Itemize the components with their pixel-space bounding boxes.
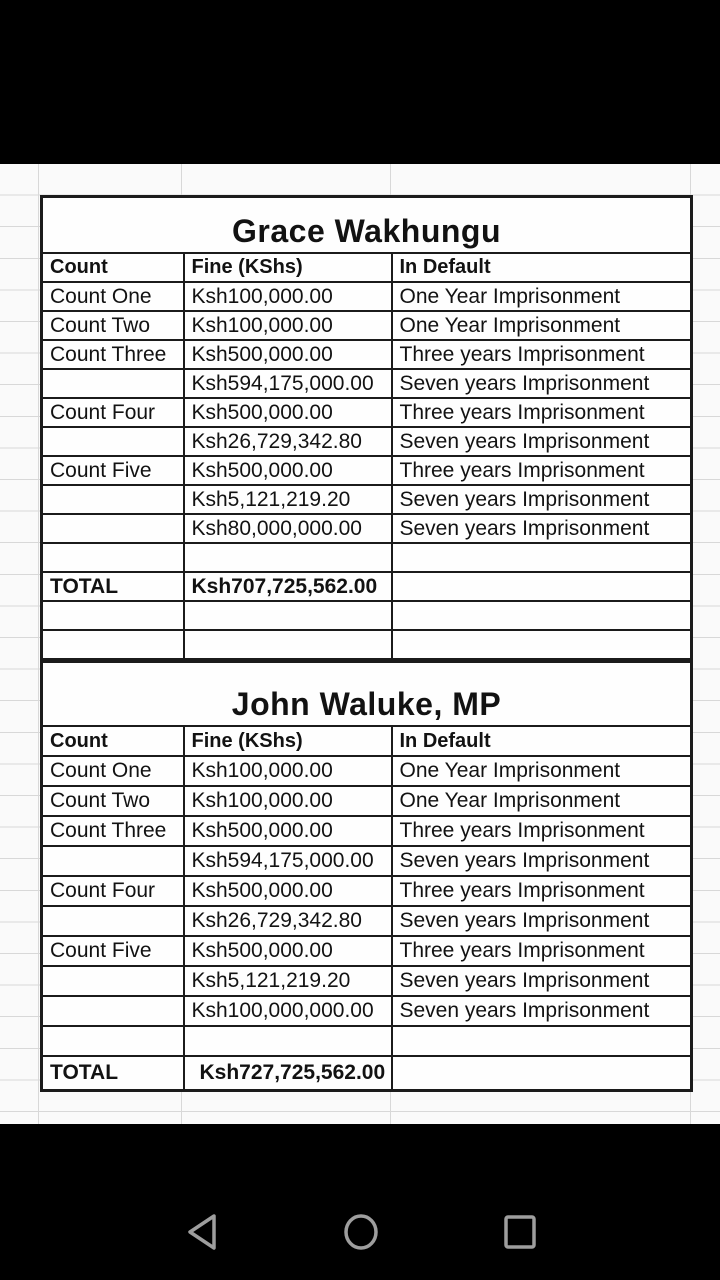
home-button[interactable] bbox=[344, 1214, 378, 1250]
cell-fine: Ksh100,000.00 bbox=[184, 756, 392, 786]
cell-in_default bbox=[392, 543, 692, 572]
cell-count bbox=[42, 601, 184, 630]
table-row bbox=[42, 427, 692, 456]
cell-in_default: Seven years Imprisonment bbox=[392, 846, 692, 876]
cell-count bbox=[42, 427, 184, 456]
table-row bbox=[42, 543, 692, 572]
table-row bbox=[42, 786, 692, 816]
cell-count bbox=[42, 846, 184, 876]
cell-count bbox=[42, 1026, 184, 1056]
recents-square-icon bbox=[504, 1236, 536, 1253]
cell-fine: Ksh500,000.00 bbox=[184, 936, 392, 966]
table-header-row bbox=[42, 726, 692, 756]
cell-fine: Ksh594,175,000.00 bbox=[184, 369, 392, 398]
table-row bbox=[42, 1026, 692, 1056]
recents-button[interactable] bbox=[504, 1215, 536, 1249]
cell-fine: Ksh500,000.00 bbox=[184, 340, 392, 369]
cell-count bbox=[42, 369, 184, 398]
table-row bbox=[42, 996, 692, 1026]
cell-count: Count Three bbox=[42, 340, 184, 369]
cell-in_default: Seven years Imprisonment bbox=[392, 906, 692, 936]
table-row bbox=[42, 816, 692, 846]
cell-in_default: Three years Imprisonment bbox=[392, 816, 692, 846]
column-header-in-default: In Default bbox=[392, 726, 692, 756]
cell-count bbox=[42, 543, 184, 572]
cell-fine: Ksh80,000,000.00 bbox=[184, 514, 392, 543]
column-header-in-default: In Default bbox=[392, 253, 692, 282]
cell-in_default: One Year Imprisonment bbox=[392, 786, 692, 816]
cell-in_default: Seven years Imprisonment bbox=[392, 996, 692, 1026]
cell-in_default: One Year Imprisonment bbox=[392, 756, 692, 786]
cell-in_default bbox=[392, 1056, 692, 1091]
cell-in_default bbox=[392, 601, 692, 630]
cell-in_default: Three years Imprisonment bbox=[392, 936, 692, 966]
cell-fine: Ksh707,725,562.00 bbox=[184, 572, 392, 601]
cell-in_default: Three years Imprisonment bbox=[392, 876, 692, 906]
column-header-fine: Fine (KShs) bbox=[184, 253, 392, 282]
table-row bbox=[42, 340, 692, 369]
cell-fine: Ksh500,000.00 bbox=[184, 456, 392, 485]
cell-in_default bbox=[392, 630, 692, 660]
cell-count bbox=[42, 996, 184, 1026]
cell-fine: Ksh500,000.00 bbox=[184, 816, 392, 846]
table-row bbox=[42, 936, 692, 966]
table-title: Grace Wakhungu bbox=[42, 197, 692, 254]
cell-count: Count Four bbox=[42, 398, 184, 427]
cell-in_default: One Year Imprisonment bbox=[392, 311, 692, 340]
cell-fine: Ksh594,175,000.00 bbox=[184, 846, 392, 876]
cell-in_default: One Year Imprisonment bbox=[392, 282, 692, 311]
table-row bbox=[42, 966, 692, 996]
column-header-count: Count bbox=[42, 726, 184, 756]
table-row bbox=[42, 876, 692, 906]
fine-table-john-waluke bbox=[40, 660, 693, 1092]
cell-in_default: Seven years Imprisonment bbox=[392, 514, 692, 543]
cell-count: Count Five bbox=[42, 936, 184, 966]
fine-table-grace-wakhungu bbox=[40, 195, 693, 661]
cell-fine: Ksh500,000.00 bbox=[184, 876, 392, 906]
table-row bbox=[42, 514, 692, 543]
cell-in_default: Three years Imprisonment bbox=[392, 340, 692, 369]
table-row bbox=[42, 572, 692, 601]
table-row bbox=[42, 1056, 692, 1091]
cell-count: Count Five bbox=[42, 456, 184, 485]
cell-count: Count Three bbox=[42, 816, 184, 846]
table-row bbox=[42, 398, 692, 427]
cell-fine: Ksh5,121,219.20 bbox=[184, 485, 392, 514]
cell-fine: Ksh100,000.00 bbox=[184, 282, 392, 311]
table-row bbox=[42, 485, 692, 514]
cell-fine: Ksh26,729,342.80 bbox=[184, 427, 392, 456]
table-row bbox=[42, 456, 692, 485]
cell-count: Count Four bbox=[42, 876, 184, 906]
table-header-row bbox=[42, 253, 692, 282]
column-header-fine: Fine (KShs) bbox=[184, 726, 392, 756]
table-row bbox=[42, 630, 692, 660]
cell-fine: Ksh100,000.00 bbox=[184, 311, 392, 340]
table-title-row bbox=[42, 662, 692, 727]
cell-fine: Ksh100,000.00 bbox=[184, 786, 392, 816]
cell-count: TOTAL bbox=[42, 572, 184, 601]
table-row bbox=[42, 369, 692, 398]
cell-count: TOTAL bbox=[42, 1056, 184, 1091]
table-row bbox=[42, 311, 692, 340]
cell-count bbox=[42, 485, 184, 514]
cell-count bbox=[42, 514, 184, 543]
cell-fine bbox=[184, 630, 392, 660]
cell-fine: Ksh5,121,219.20 bbox=[184, 966, 392, 996]
spreadsheet-image bbox=[0, 164, 720, 1124]
cell-fine: Ksh500,000.00 bbox=[184, 398, 392, 427]
cell-fine: Ksh26,729,342.80 bbox=[184, 906, 392, 936]
cell-count bbox=[42, 630, 184, 660]
table-row bbox=[42, 601, 692, 630]
column-header-count: Count bbox=[42, 253, 184, 282]
cell-fine bbox=[184, 543, 392, 572]
table-title: John Waluke, MP bbox=[42, 662, 692, 727]
cell-in_default bbox=[392, 1026, 692, 1056]
table-row bbox=[42, 756, 692, 786]
cell-in_default: Seven years Imprisonment bbox=[392, 369, 692, 398]
cell-count: Count Two bbox=[42, 311, 184, 340]
back-triangle-icon bbox=[184, 1239, 218, 1256]
cell-fine bbox=[184, 1026, 392, 1056]
cell-in_default: Seven years Imprisonment bbox=[392, 485, 692, 514]
cell-fine bbox=[184, 601, 392, 630]
cell-count: Count One bbox=[42, 756, 184, 786]
cell-fine: Ksh727,725,562.00 bbox=[184, 1056, 392, 1091]
cell-in_default: Seven years Imprisonment bbox=[392, 966, 692, 996]
cell-count bbox=[42, 906, 184, 936]
nav-bar bbox=[0, 1124, 720, 1280]
cell-in_default bbox=[392, 572, 692, 601]
cell-count bbox=[42, 966, 184, 996]
cell-count: Count Two bbox=[42, 786, 184, 816]
home-circle-icon bbox=[344, 1237, 378, 1254]
cell-count: Count One bbox=[42, 282, 184, 311]
cell-in_default: Three years Imprisonment bbox=[392, 456, 692, 485]
cell-in_default: Seven years Imprisonment bbox=[392, 427, 692, 456]
cell-in_default: Three years Imprisonment bbox=[392, 398, 692, 427]
table-row bbox=[42, 906, 692, 936]
table-row bbox=[42, 282, 692, 311]
table-row bbox=[42, 846, 692, 876]
back-button[interactable] bbox=[184, 1212, 218, 1252]
table-title-row bbox=[42, 197, 692, 254]
cell-fine: Ksh100,000,000.00 bbox=[184, 996, 392, 1026]
